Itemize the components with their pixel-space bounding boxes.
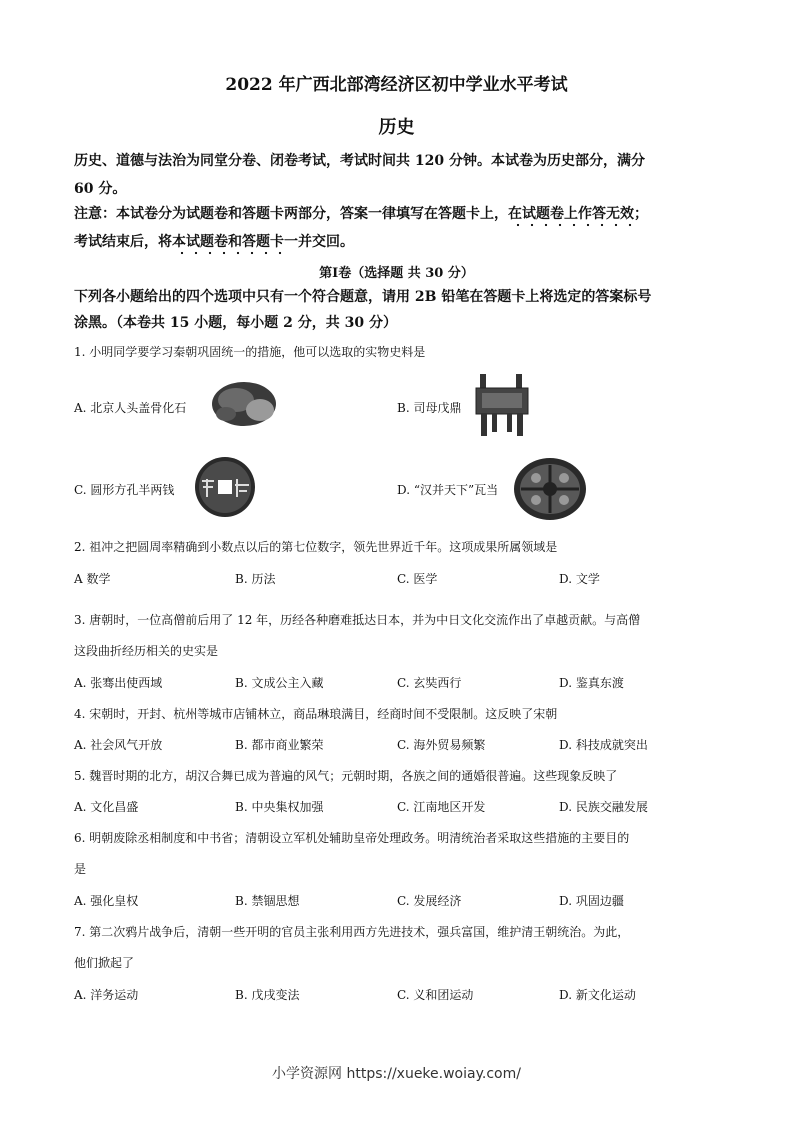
- question-2-option-c: C. 医学: [397, 572, 438, 586]
- intro-line-2: 60 分。: [74, 181, 127, 197]
- intro-line-1: 历史、道德与法治为同堂分卷、闭卷考试，考试时间共 120 分钟。本试卷为历史部分，满分: [74, 153, 645, 169]
- question-2-option-a: A 数学: [74, 572, 111, 586]
- question-2-stem: 2. 祖冲之把圆周率精确到小数点以后的第七位数字，领先世界近千年。这项成果所属领域是: [74, 540, 558, 554]
- banliang-coin-icon: [193, 455, 257, 519]
- question-3-option-a: A. 张骞出使西域: [74, 676, 163, 690]
- roof-tile-end-icon: [512, 456, 588, 522]
- question-3-stem-line-2: 这段曲折经历相关的史实是: [74, 644, 219, 658]
- question-5-option-b: B. 中央集权加强: [235, 800, 324, 814]
- question-5-option-d: D. 民族交融发展: [559, 800, 648, 814]
- note-2-post: 一并交回。: [284, 234, 354, 250]
- question-4-option-b: B. 都市商业繁荣: [235, 738, 324, 752]
- question-1-option-c: C. 圆形方孔半两钱: [74, 483, 175, 497]
- question-1-option-a: A. 北京人头盖骨化石: [74, 401, 187, 415]
- question-6-stem-line-2: 是: [74, 862, 87, 876]
- question-3-option-b: B. 文成公主入藏: [235, 676, 324, 690]
- question-3-stem-line-1: 3. 唐朝时，一位高僧前后用了 12 年，历经各种磨难抵达日本，并为中日文化交流作出了卓越贡献。与高僧: [74, 613, 641, 627]
- question-4-option-a: A. 社会风气开放: [74, 738, 163, 752]
- question-6-option-d: D. 巩固边疆: [559, 894, 624, 908]
- watermark-footer: 小学资源网 https://xueke.woiay.com/: [272, 1066, 521, 1082]
- question-3-option-d: D. 鉴真东渡: [559, 676, 624, 690]
- question-1-option-d: D. “汉并天下”瓦当: [397, 483, 499, 497]
- question-7-option-b: B. 戊戌变法: [235, 988, 300, 1002]
- question-5-stem: 5. 魏晋时期的北方，胡汉合舞已成为普遍的风气；元朝时期，各族之间的通婚很普遍。这些现象反映了: [74, 769, 618, 783]
- section-instruction-1: 下列各小题给出的四个选项中只有一个符合题意，请用 2B 铅笔在答题卡上将选定的答案标号: [74, 289, 652, 305]
- skull-fossil-icon: [208, 376, 284, 434]
- question-3-option-c: C. 玄奘西行: [397, 676, 462, 690]
- note-2-emphasis: 本试题卷和答题卡: [172, 234, 284, 255]
- question-1-stem: 1. 小明同学要学习秦朝巩固统一的措施，他可以选取的实物史料是: [74, 345, 426, 359]
- question-7-option-c: C. 义和团运动: [397, 988, 474, 1002]
- question-6-option-c: C. 发展经济: [397, 894, 462, 908]
- note-2-pre: 考试结束后，将: [74, 234, 172, 250]
- note-1-post: ；: [634, 206, 648, 222]
- note-line-1: [74, 203, 648, 223]
- bronze-ding-icon: [472, 372, 532, 438]
- question-5-option-c: C. 江南地区开发: [397, 800, 486, 814]
- note-1-pre: 注意：本试卷分为试题卷和答题卡两部分，答案一律填写在答题卡上，: [74, 206, 508, 222]
- note-line-2: [74, 231, 354, 251]
- question-1-option-b: B. 司母戊鼎: [397, 401, 462, 415]
- section-instruction-2: 涂黑。（本卷共 15 小题，每小题 2 分，共 30 分）: [74, 315, 397, 331]
- question-7-stem-line-1: 7. 第二次鸦片战争后，清朝一些开明的官员主张利用西方先进技术，强兵富国，维护清王朝统治。为此，: [74, 925, 630, 939]
- question-6-option-b: B. 禁锢思想: [235, 894, 300, 908]
- question-7-stem-line-2: 他们掀起了: [74, 956, 135, 970]
- section-heading: 第Ⅰ卷（选择题 共 30 分）: [319, 266, 474, 281]
- question-2-option-d: D. 文学: [559, 572, 600, 586]
- question-4-option-c: C. 海外贸易频繁: [397, 738, 486, 752]
- note-1-emphasis: 在试题卷上作答无效: [508, 206, 634, 227]
- question-4-stem: 4. 宋朝时，开封、杭州等城市店铺林立，商品琳琅满目，经商时间不受限制。这反映了宋朝: [74, 707, 558, 721]
- question-7-option-a: A. 洋务运动: [74, 988, 139, 1002]
- question-6-stem-line-1: 6. 明朝废除丞相制度和中书省；清朝设立军机处辅助皇帝处理政务。明清统治者采取这些措施的主要目的: [74, 831, 630, 845]
- subject-title: 历史: [378, 117, 415, 138]
- question-2-option-b: B. 历法: [235, 572, 276, 586]
- question-5-option-a: A. 文化昌盛: [74, 800, 139, 814]
- question-6-option-a: A. 强化皇权: [74, 894, 139, 908]
- question-4-option-d: D. 科技成就突出: [559, 738, 648, 752]
- question-7-option-d: D. 新文化运动: [559, 988, 636, 1002]
- exam-title: 2022 年广西北部湾经济区初中学业水平考试: [225, 75, 568, 95]
